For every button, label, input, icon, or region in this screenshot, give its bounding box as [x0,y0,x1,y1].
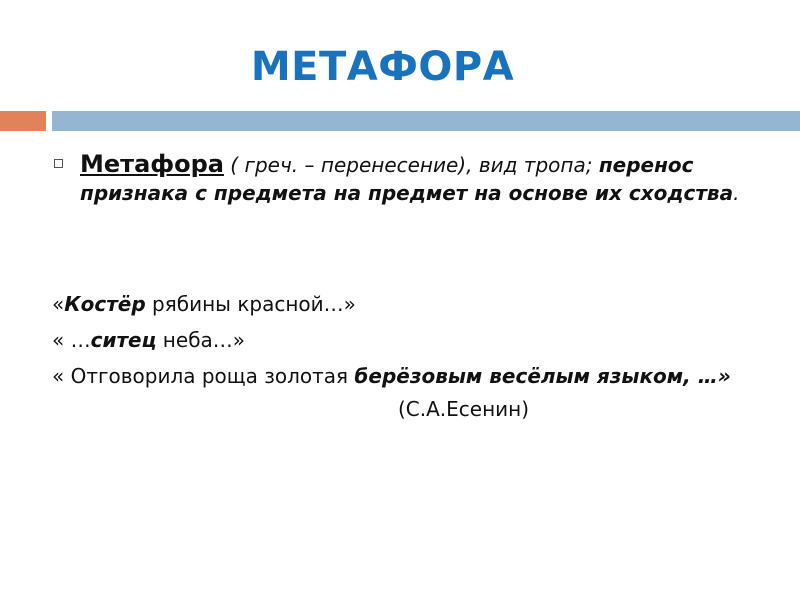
quotes-block [52,286,731,394]
definition-bold: перенос признака с предмета на предмет на основе их сходства [80,153,734,205]
quote-rest: рябины красной…» [145,292,356,316]
definition-bullet [54,150,754,207]
quote-open: « … [52,328,91,352]
accent-bar-blue [52,111,800,131]
quote-line [52,286,731,322]
quote-author: (С.А.Есенин) [398,397,530,421]
quote-bold: Костёр [64,292,146,316]
definition-term: Метафора [80,150,224,178]
quote-open: « [52,292,65,316]
quote-line [52,322,731,358]
slide-title: МЕТАФОРА [250,44,515,90]
definition-text [80,150,754,207]
quote-open: « Отговорила роща золотая [52,364,355,388]
definition-part1: ( греч. – перенесение), вид тропа; [223,153,599,177]
quote-bold: берёзовым весёлым языком, …» [354,364,731,388]
quote-line [52,358,731,394]
square-bullet-icon [54,159,63,168]
quote-rest: неба…» [156,328,246,352]
quote-bold: ситец [90,328,157,352]
definition-end: . [733,181,740,205]
accent-bar-orange [0,111,46,131]
